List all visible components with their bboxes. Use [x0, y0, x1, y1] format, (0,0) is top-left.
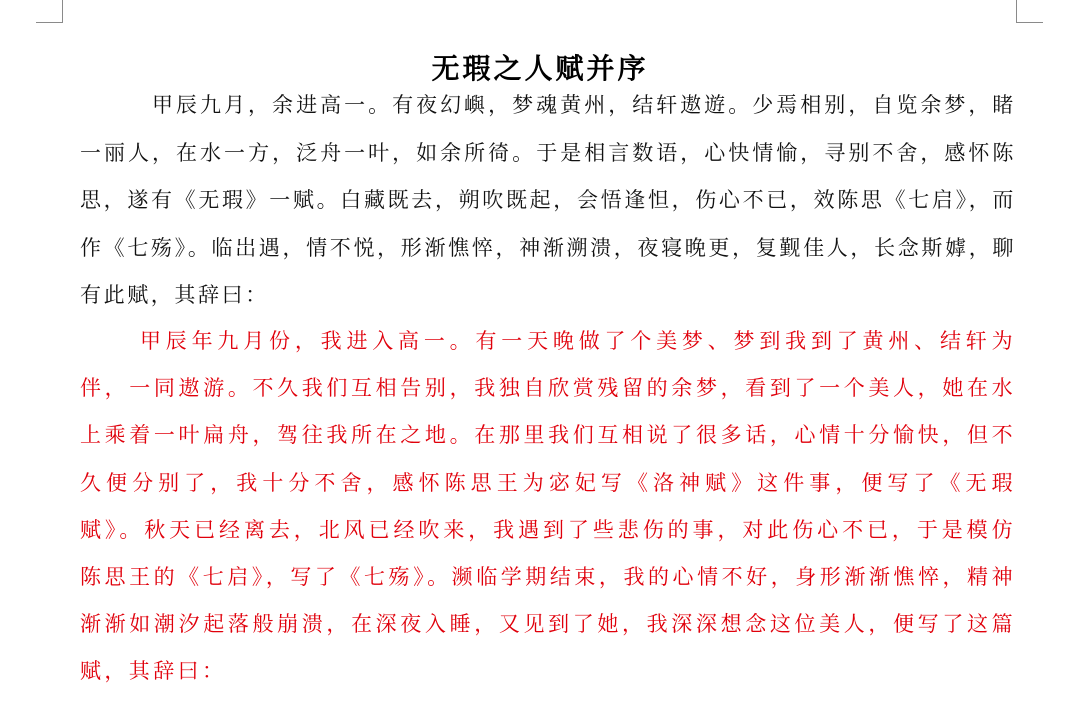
original-preface-paragraph: 甲辰九月，余进高一。有夜幻嶼，梦魂黄州，结轩遨遊。少焉相别，自览余梦，睹一丽人，在水一方，泛舟一叶，如余所徛。于是相言数语，心快情愉，寻别不舍，感怀陈思，遂有《无瑕》一赋。白藏既去，朔吹既起，会悟逢怛，伤心不已，效陈思《七启》，而作《七殇》。临岀遇，情不悦，形渐憔悴，神渐溯溃，夜寝晚更，复觐佳人，长念斯嫭，聊有此赋，其辞曰：	[80, 93, 1016, 307]
translation-paragraph: 甲辰年九月份，我进入高一。有一天晚做了个美梦、梦到我到了黄州、结轩为伴，一同遨游。不久我们互相告别，我独自欣赏残留的余梦，看到了一个美人，她在水上乘着一叶扁舟，驾往我所在之地。在那里我们互相说了很多话，心情十分愉快，但不久便分别了，我十分不舍，感怀陈思王为宓妃写《洛神赋》这件事，便写了《无瑕赋》。秋天已经离去，北风已经吹来，我遇到了些悲伤的事，对此伤心不已，于是模仿陈思王的《七启》，写了《七殇》。濒临学期结束，我的心情不好，身形渐渐憔悴，精神渐渐如潮汐起落般崩溃，在深夜入睡，又见到了她，我深深想念这位美人，便写了这篇赋，其辞曰：	[80, 329, 1016, 684]
margin-mark-top-left	[36, 0, 63, 23]
margin-mark-top-right	[1016, 0, 1043, 23]
document-title: 无瑕之人赋并序	[431, 51, 649, 85]
